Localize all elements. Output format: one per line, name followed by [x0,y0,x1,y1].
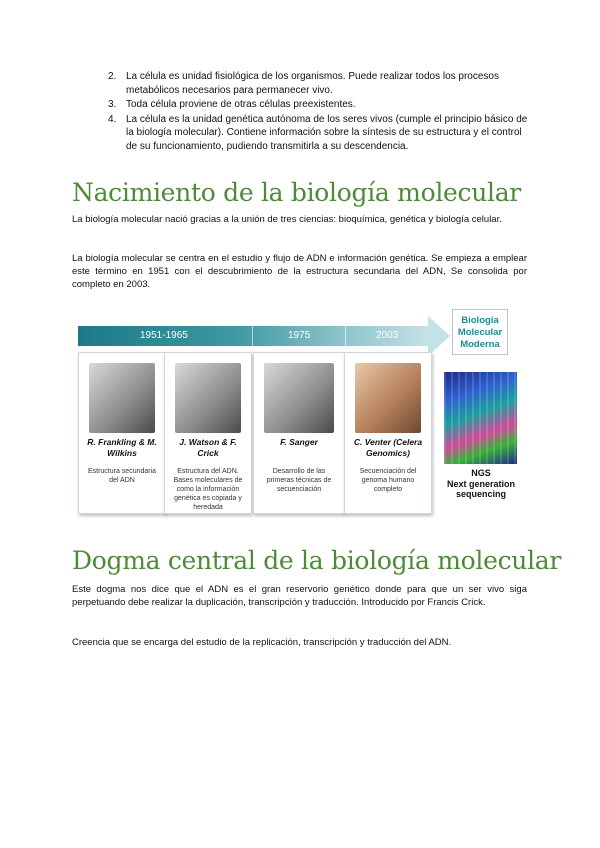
portrait-photo [175,363,241,433]
period-label: 1951-1965 [140,330,188,341]
card-name: R. Frankling & M. Wilkins [87,437,157,458]
period-label: 1975 [288,330,311,341]
section-heading-nacimiento: Nacimiento de la biología molecular [72,178,521,207]
list-item [90,70,530,97]
timeline-card [78,352,166,514]
list-number: 4. [108,113,117,125]
list-text: La célula es unidad fisiológica de los organismos. Puede realizar todos los procesos metabólicos necesarios para permanecer vivo. [126,71,499,96]
list-item [90,98,530,112]
list-item [90,113,530,154]
timeline-card [344,352,432,514]
section-heading-dogma: Dogma central de la biología molecular [72,546,562,575]
timeline-card [164,352,252,514]
list-number: 3. [108,99,117,110]
period-label: 2003 [376,330,399,341]
card-desc: Estructura secundaria del ADN [87,468,157,484]
card-desc: Desarrollo de las primeras técnicas de secuenciación [266,468,332,493]
card-name: C. Venter (Celera Genomics) [353,437,423,458]
ngs-subtitle: Next generation sequencing [446,478,515,499]
paragraph-dogma: Este dogma nos dice que el ADN es el gran reservorio genético donde para que un ser vivo siga perpetuando debe realizar la duplicación, transcripción y traducción. Introducido por Francis Crick. [72,584,527,608]
card-name: J. Watson & F. Crick [179,437,237,458]
portrait-photo [89,363,155,433]
timeline-arrow-head [428,316,450,356]
list-text: La célula es la unidad genética autónoma de los seres vivos (cumple el principio básico de la biología molecular). Contiene información sobre la síntesis de su estructura y el control de su funcionamiento, pudiendo transmitirla a su descendencia. [126,113,528,152]
portrait-photo [355,363,421,433]
timeline-divider [252,326,253,346]
modern-biology-box: Biología Molecular Moderna [452,309,508,355]
list-number: 2. [108,71,117,82]
list-text: Toda célula proviene de otras células preexistentes. [126,99,356,110]
paragraph-belief: Creencia que se encarga del estudio de la replicación, transcripción y traducción del ADN. [72,637,452,648]
ngs-title: NGS [471,468,491,478]
timeline-divider [345,326,346,346]
timeline-card [253,352,345,514]
ngs-image [444,372,517,464]
card-name: F. Sanger [280,437,318,447]
ngs-label [436,468,526,500]
card-desc: Secuenciación del genoma humano completo [359,468,417,493]
portrait-photo [264,363,334,433]
paragraph-focus: La biología molecular se centra en el estudio y flujo de ADN e información genética. Se empieza a emplear este término en 1951 con el descubrimiento de la estructura secundaria del ADN, Se consolida por completo en 2003. [72,253,527,290]
cell-theory-list [90,70,530,154]
card-desc: Estructura del ADN. Bases moleculares de como la información genética es copiada y heredada [173,468,243,511]
paragraph-origin: La biología molecular nació gracias a la unión de tres ciencias: bioquímica, genética y biología celular. [72,214,502,225]
